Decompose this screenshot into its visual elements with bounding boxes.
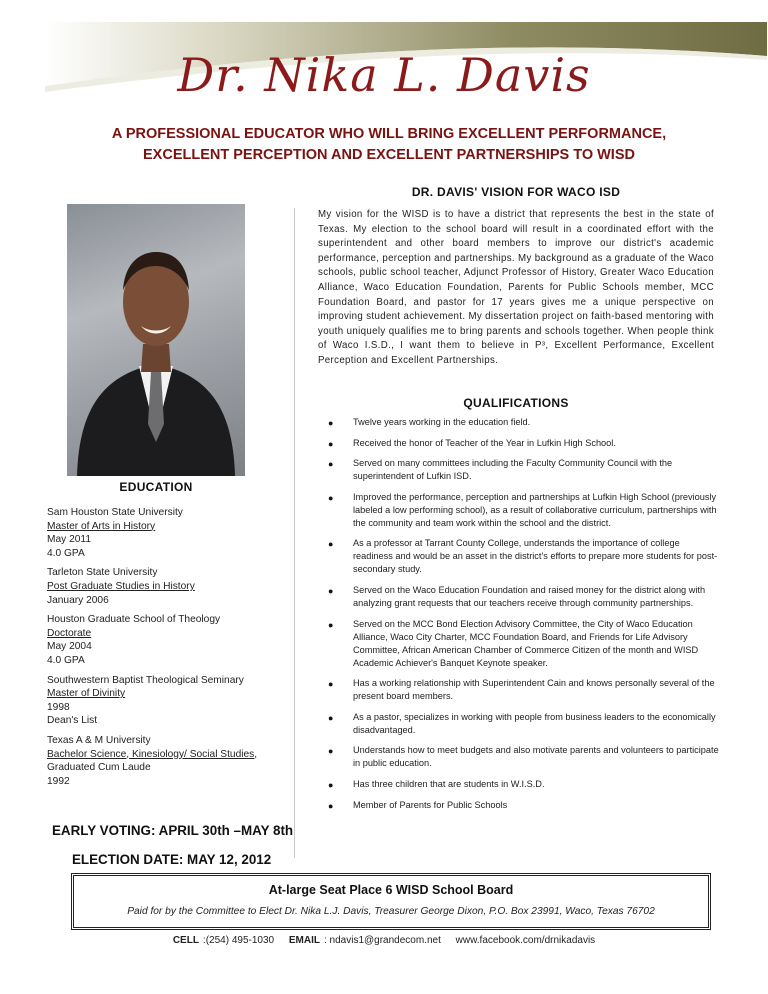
website-link[interactable]: www.facebook.com/drnikadavis: [455, 935, 596, 946]
vision-text: My vision for the WISD is to have a district that represents the best in the state of Texas. My election to the school board will result in a coordinated effort with the superintendent and other board members to improve our district's academic performance, perception and partnerships. My background as a graduate of the Waco schools, public school teacher, Adjunct Professor of History, Greater Waco Education Alliance, Waco Education Foundation, Parents for Public Schools member, MCC Foundation Board, and pastor for 17 years gives me a unique perspective on improving student achievement. My dissertation project on faith-based mentoring with youth uniquely qualifies me to bring parents and schools together. When people think of Waco I.S.D., I want them to believe in P³, Excellent Performance, Excellent Perception and Excellent Partnerships.: [318, 209, 714, 366]
education-detail: 1998: [47, 701, 70, 713]
bullet-icon: ●: [328, 539, 334, 550]
election-date: ELECTION DATE: MAY 12, 2012: [72, 852, 272, 867]
school-name: Texas A & M University: [47, 734, 151, 746]
education-detail: 4.0 GPA: [47, 547, 85, 559]
column-divider: [294, 208, 295, 858]
list-item: [328, 711, 720, 737]
qualification-text: Twelve years working in the education field.: [353, 417, 531, 427]
list-item: [328, 799, 720, 812]
education-entry: [47, 566, 277, 607]
education-entry: [47, 674, 277, 728]
list-item: [328, 584, 720, 610]
qualification-text: Improved the performance, perception and partnerships at Lufkin High School (previously labeled a low performing school), as a result of collaborative curriculum, partnerships with the community and team work within the school and the district.: [353, 491, 717, 528]
education-list: [47, 506, 277, 794]
footer-seat: At-large Seat Place 6 WISD School Board: [268, 883, 514, 897]
school-name: Houston Graduate School of Theology: [47, 614, 221, 626]
education-detail: 1992: [47, 775, 70, 787]
qualifications-title: QUALIFICATIONS: [463, 396, 569, 410]
degree-name: Master of Arts in History: [47, 520, 156, 532]
degree-name: Bachelor Science, Kinesiology/ Social Studies,: [47, 748, 258, 760]
school-name: Tarleton State University: [47, 567, 158, 579]
qualification-text: As a professor at Tarrant County College, understands the importance of college readiness and would be an asset in the district's efforts to prepare more students for post-secondary study.: [353, 538, 718, 575]
footer-paid-for: Paid for by the Committee to Elect Dr. Nika L.J. Davis, Treasurer George Dixon, P.O. Box 23991, Waco, Texas 76702: [127, 906, 655, 917]
qualification-text: Served on the Waco Education Foundation and raised money for the district along with analyzing grant requests that our teachers receive through community partnerships.: [353, 584, 706, 608]
cell-value: :(254) 495-1030: [202, 935, 275, 946]
school-name: Southwestern Baptist Theological Seminary: [47, 674, 244, 686]
qualification-text: Has three children that are students in W.I.S.D.: [353, 778, 545, 789]
education-detail: Graduated Cum Laude: [47, 762, 151, 774]
bullet-icon: ●: [328, 679, 334, 690]
qualification-text: Member of Parents for Public Schools: [353, 799, 508, 810]
education-detail: 4.0 GPA: [47, 654, 85, 666]
cell-label: CELL: [172, 935, 199, 946]
qualification-text: Has a working relationship with Superintendent Cain and knows personally several of the present board members.: [353, 678, 715, 702]
tagline-line-2: EXCELLENT PERCEPTION AND EXCELLENT PARTNERSHIPS TO WISD: [143, 147, 635, 163]
bullet-icon: ●: [328, 418, 334, 428]
bullet-icon: ●: [328, 492, 334, 503]
bullet-icon: ●: [328, 459, 334, 470]
list-item: [328, 537, 720, 576]
education-entry: [47, 506, 277, 560]
contact-line: [0, 935, 768, 946]
list-item: [328, 778, 720, 791]
education-detail: January 2006: [47, 594, 109, 606]
education-detail: May 2011: [47, 534, 91, 546]
bullet-icon: ●: [328, 746, 334, 757]
education-detail: Dean's List: [47, 715, 98, 727]
list-item: [328, 677, 720, 703]
bullet-icon: ●: [328, 800, 334, 811]
qualification-text: Received the honor of Teacher of the Year in Lufkin High School.: [353, 437, 616, 448]
list-item: [328, 491, 720, 530]
list-item: [328, 618, 720, 670]
vision-title: DR. DAVIS' VISION FOR WACO ISD: [411, 185, 621, 199]
candidate-name: Dr. Nika L. Davis: [177, 48, 591, 102]
tagline: [90, 124, 688, 166]
education-detail: May 2004: [47, 641, 92, 653]
cell-contact: [173, 935, 278, 946]
degree-name: Post Graduate Studies in History: [47, 580, 195, 592]
bullet-icon: ●: [328, 585, 334, 596]
education-title: EDUCATION: [119, 480, 193, 494]
qualification-text: As a pastor, specializes in working with people from business leaders to the economically disadvantaged.: [353, 711, 716, 735]
list-item: [328, 416, 720, 429]
bullet-icon: ●: [328, 779, 334, 790]
bullet-icon: ●: [328, 619, 334, 630]
qualifications-list: [328, 416, 720, 819]
email-contact: [289, 935, 445, 946]
school-name: Sam Houston State University: [47, 507, 183, 518]
early-voting-dates: EARLY VOTING: APRIL 30th –MAY 8th: [52, 823, 294, 838]
tagline-line-1: A PROFESSIONAL EDUCATOR WHO WILL BRING EXCELLENT PERFORMANCE,: [111, 126, 667, 142]
degree-name: Doctorate: [47, 627, 92, 639]
list-item: [328, 744, 720, 770]
bullet-icon: ●: [328, 712, 334, 723]
qualification-text: Served on the MCC Bond Election Advisory Committee, the City of Waco Education Alliance, Waco City Charter, MCC Foundation Board, and Friends for Life Advisory Committee, African American Chamber of Commerce Citizen of the month and WISD Academic Achiever's Banquet Keynote speaker.: [353, 618, 699, 668]
education-entry: [47, 613, 277, 667]
email-label: EMAIL: [288, 935, 320, 946]
footer-box: [71, 873, 711, 930]
email-value[interactable]: : ndavis1@grandecom.net: [323, 935, 441, 946]
list-item: [328, 437, 720, 450]
bullet-icon: ●: [328, 438, 334, 449]
education-entry: [47, 734, 277, 788]
qualification-text: Understands how to meet budgets and also motivate parents and volunteers to participate in public education.: [353, 745, 719, 769]
candidate-photo: [67, 204, 245, 476]
list-item: [328, 457, 720, 483]
degree-name: Master of Divinity: [47, 688, 126, 700]
qualification-text: Served on many committees including the Faculty Community Council with the superintendent of Lufkin ISD.: [353, 458, 673, 482]
